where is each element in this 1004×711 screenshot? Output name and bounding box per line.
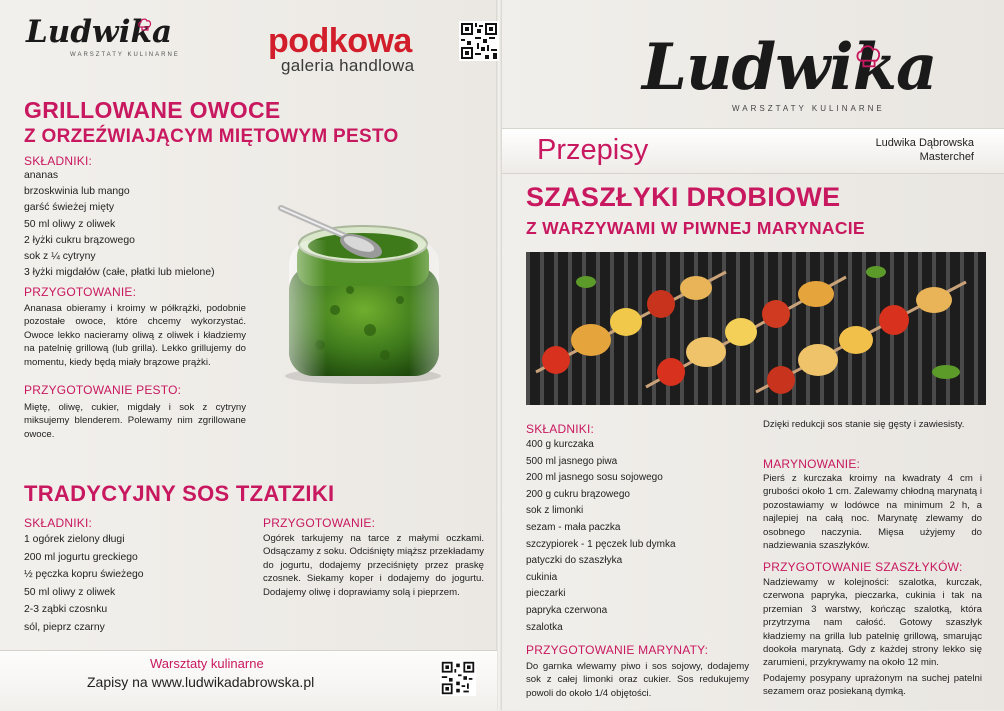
recipe1-pesto-text: Miętę, oliwę, cukier, migdały i sok z cytryny miksujemy blenderem. Polewamy nim zgrillowane owoce. bbox=[24, 402, 246, 440]
recipe1-ingredients-label: SKŁADNIKI: bbox=[24, 154, 93, 168]
list-item: papryka czerwona bbox=[526, 604, 608, 616]
banner-website[interactable]: Zapisy na www.ludwikadabrowska.pl bbox=[87, 674, 315, 690]
list-item: garść świeżej mięty bbox=[24, 202, 115, 214]
list-item: 3 łyżki migdałów (całe, płatki lub mielone) bbox=[24, 267, 215, 279]
recipe3-ingredients-list bbox=[526, 437, 676, 636]
marinating-label: MARYNOWANIE: bbox=[763, 457, 861, 471]
sponsor-name: podkowa bbox=[268, 22, 412, 60]
list-item: pieczarki bbox=[526, 588, 566, 600]
list-item: cukinia bbox=[526, 571, 558, 583]
list-item: ananas bbox=[24, 170, 59, 181]
list-item: sól, pieprz czarny bbox=[24, 621, 105, 633]
skewer-prep-text: Nadziewamy w kolejności: szalotka, kurczak, czerwona papryka, pieczarka, cukinia i tak na przemian 3 warstwy, kończąc szalotką, która przytrzyma nam całość. Gotowy szaszłyk kładziemy na grilla lub patelnię grillową, smarując dookoła marynatą. Gdy z każdej strony lekko się zarumieni, przykrywamy na około 12 min. bbox=[763, 577, 982, 669]
skewer-prep-label: PRZYGOTOWANIE SZASZŁYKÓW: bbox=[763, 560, 963, 574]
qr-code-top bbox=[459, 21, 499, 61]
chef-hat-icon bbox=[138, 18, 152, 32]
chef-hat-icon bbox=[856, 44, 882, 70]
list-item: patyczki do szaszłyka bbox=[526, 555, 623, 567]
list-item: sok z limonki bbox=[526, 505, 584, 517]
recipe2-prep-label: PRZYGOTOWANIE: bbox=[263, 516, 376, 530]
reduction-text: Dzięki redukcji sos stanie się gęsty i zawiesisty. bbox=[763, 419, 965, 430]
recipe1-prep-text: Ananasa obieramy i kroimy w półkrążki, podobnie pozostałe owoce, które chcemy wykorzystać. Owoce lekko nacieramy oliwą z oliwek i kładziemy na patelnię grillową (lub grilla). Lekko grillujemy do momentu, kiedy będą miały brązowe prążki. bbox=[24, 303, 246, 368]
recipe2-title: TRADYCYJNY SOS TZATZIKI bbox=[24, 481, 335, 506]
list-item: sok z ¼ cytryny bbox=[24, 251, 96, 263]
recipe3-ingredients-label: SKŁADNIKI: bbox=[526, 422, 595, 436]
list-item: 1 ogórek zielony długi bbox=[24, 534, 125, 545]
list-item: 200 ml jogurtu greckiego bbox=[24, 551, 138, 563]
list-item: 200 g cukru brązowego bbox=[526, 488, 630, 500]
list-item: 400 g kurczaka bbox=[526, 439, 594, 450]
list-item: 2-3 ząbki czosnku bbox=[24, 604, 108, 616]
recipe1-title-line1: GRILLOWANE OWOCE bbox=[24, 97, 281, 123]
list-item: 2 łyżki cukru brązowego bbox=[24, 234, 135, 246]
list-item: 200 ml jasnego sosu sojowego bbox=[526, 472, 663, 484]
list-item: sezam - mała paczka bbox=[526, 521, 621, 533]
recipe1-pesto-label: PRZYGOTOWANIE PESTO: bbox=[24, 383, 182, 397]
author-name: Ludwika Dąbrowska bbox=[875, 137, 974, 149]
recipe1-ingredients-list bbox=[24, 168, 215, 281]
recipe3-title-line1: SZASZŁYKI DROBIOWE bbox=[526, 182, 841, 212]
banner-title: Warsztaty kulinarne bbox=[150, 656, 264, 671]
recipe3-title-line2: Z WARZYWAMI W PIWNEJ MARYNACIE bbox=[526, 218, 865, 238]
marinade-prep-label: PRZYGOTOWANIE MARYNATY: bbox=[526, 643, 709, 657]
recipe2-ingredients-list bbox=[24, 531, 144, 637]
qr-code-bottom bbox=[440, 660, 476, 696]
author-role: Masterchef bbox=[919, 151, 974, 163]
list-item: szczypiorek - 1 pęczek lub dymka bbox=[526, 538, 676, 550]
list-item: szalotka bbox=[526, 621, 563, 633]
recipe2-ingredients-label: SKŁADNIKI: bbox=[24, 516, 93, 530]
recipe2-prep-text: Ogórek tarkujemy na tarce z małymi oczkami. Odsączamy z soku. Odciśnięty miąższ przekładamy do jogurtu, dodajemy przeciśnięty przez praskę czosnek. Siekamy koper i dodajemy do jogurtu. Dodajemy oliwę i doprawiamy solą i pieprzem. bbox=[263, 533, 484, 598]
list-item: ½ pęczka kopru świeżego bbox=[24, 569, 144, 581]
sponsor-tagline: galeria handlowa bbox=[281, 56, 415, 75]
list-item: brzoskwinia lub mango bbox=[24, 186, 130, 198]
serving-text: Podajemy posypany uprażonym na suchej patelni sezamem oraz posiekaną dymką. bbox=[763, 673, 982, 698]
recipe1-prep-label: PRZYGOTOWANIE: bbox=[24, 285, 137, 299]
list-item: 500 ml jasnego piwa bbox=[526, 455, 618, 467]
list-item: 50 ml oliwy z oliwek bbox=[24, 586, 116, 598]
section-title: Przepisy bbox=[537, 134, 649, 166]
recipe1-title-line2: Z ORZEŹWIAJĄCYM MIĘTOWYM PESTO bbox=[24, 126, 399, 147]
skewers-photo bbox=[526, 252, 986, 405]
page-fold bbox=[496, 0, 502, 710]
author-block bbox=[876, 136, 974, 164]
pesto-jar-image bbox=[275, 200, 450, 385]
marinade-prep-text: Do garnka wlewamy piwo i sos sojowy, dodajemy sok z całej limonki oraz cukier. Sos redukujemy powoli do około 1/4 objętości. bbox=[526, 661, 749, 699]
marinating-text: Pierś z kurczaka kroimy na kwadraty 4 cm i grubości około 1 cm. Zalewamy chłodną marynatą i pozostawiamy w lodówce na minimum 2 h, a najlepiej na całą noc. Marynatę zlewamy do osobnego naczynia. Mięsa użyjemy do nadziewania szaszłyków. bbox=[763, 473, 982, 552]
list-item: 50 ml oliwy z oliwek bbox=[24, 218, 116, 230]
